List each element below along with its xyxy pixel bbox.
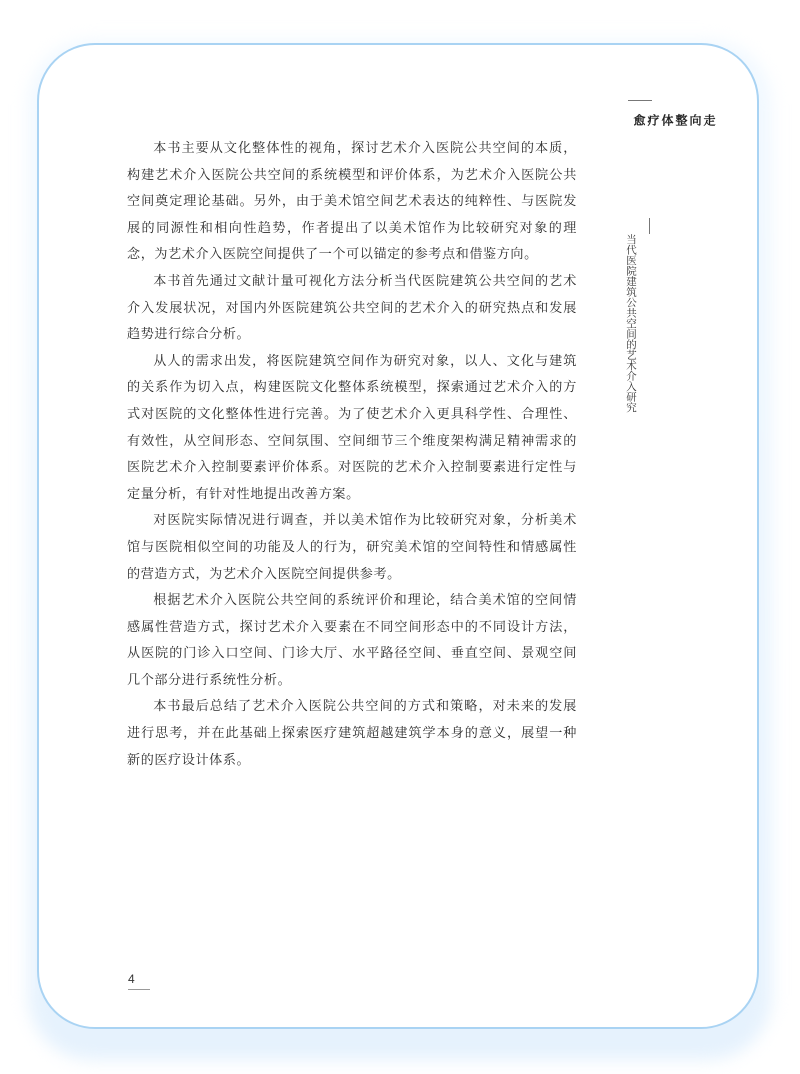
paragraph: 从人的需求出发，将医院建筑空间作为研究对象，以人、文化与建筑的关系作为切入点，构建医院文化整体系统模型，探索通过艺术介入的方式对医院的文化整体性进行完善。为了使艺术介入更具科学性、合理性、有效性，从空间形态、空间氛围、空间细节三个维度架构满足精神需求的医院艺术介入控制要素评价体系。对医院的艺术介入控制要素进行定性与定量分析，有针对性地提出改善方案。	[127, 353, 577, 502]
paragraph: 根据艺术介入医院公共空间的系统评价和理论，结合美术馆的空间情感属性营造方式，探讨艺术介入要素在不同空间形态中的不同设计方法，从医院的门诊入口空间、门诊大厅、水平路径空间、垂直空间、景观空间几个部分进行系统性分析。	[127, 593, 577, 688]
book-subtitle: 当代医院建筑公共空间的艺术介入研究	[625, 234, 637, 413]
body-text	[127, 136, 577, 774]
book-title: 走向整体疗愈	[632, 114, 716, 126]
paragraph: 对医院实际情况进行调查，并以美术馆作为比较研究对象，分析美术馆与医院相似空间的功能及人的行为，研究美术馆的空间特性和情感属性的营造方式，为艺术介入医院空间提供参考。	[127, 513, 577, 582]
page-number-rule	[128, 989, 150, 990]
paragraph: 本书最后总结了艺术介入医院公共空间的方式和策略，对未来的发展进行思考，并在此基础上探索医疗建筑超越建筑学本身的意义，展望一种新的医疗设计体系。	[127, 699, 577, 768]
page-number: 4	[128, 972, 135, 986]
header-divider	[649, 218, 650, 234]
header-rule	[628, 100, 652, 101]
paragraph: 本书首先通过文献计量可视化方法分析当代医院建筑公共空间的艺术介入发展状况，对国内外医院建筑公共空间的艺术介入的研究热点和发展趋势进行综合分析。	[127, 273, 577, 343]
paragraph: 本书主要从文化整体性的视角，探讨艺术介入医院公共空间的本质，构建艺术介入医院公共空间的系统模型和评价体系，为艺术介入医院公共空间奠定理论基础。另外，由于美术馆空间艺术表达的纯粹性、与医院发展的同源性和相向性趋势，作者提出了以美术馆作为比较研究对象的理念，为艺术介入医院空间提供了一个可以锚定的参考点和借鉴方向。	[127, 141, 577, 263]
